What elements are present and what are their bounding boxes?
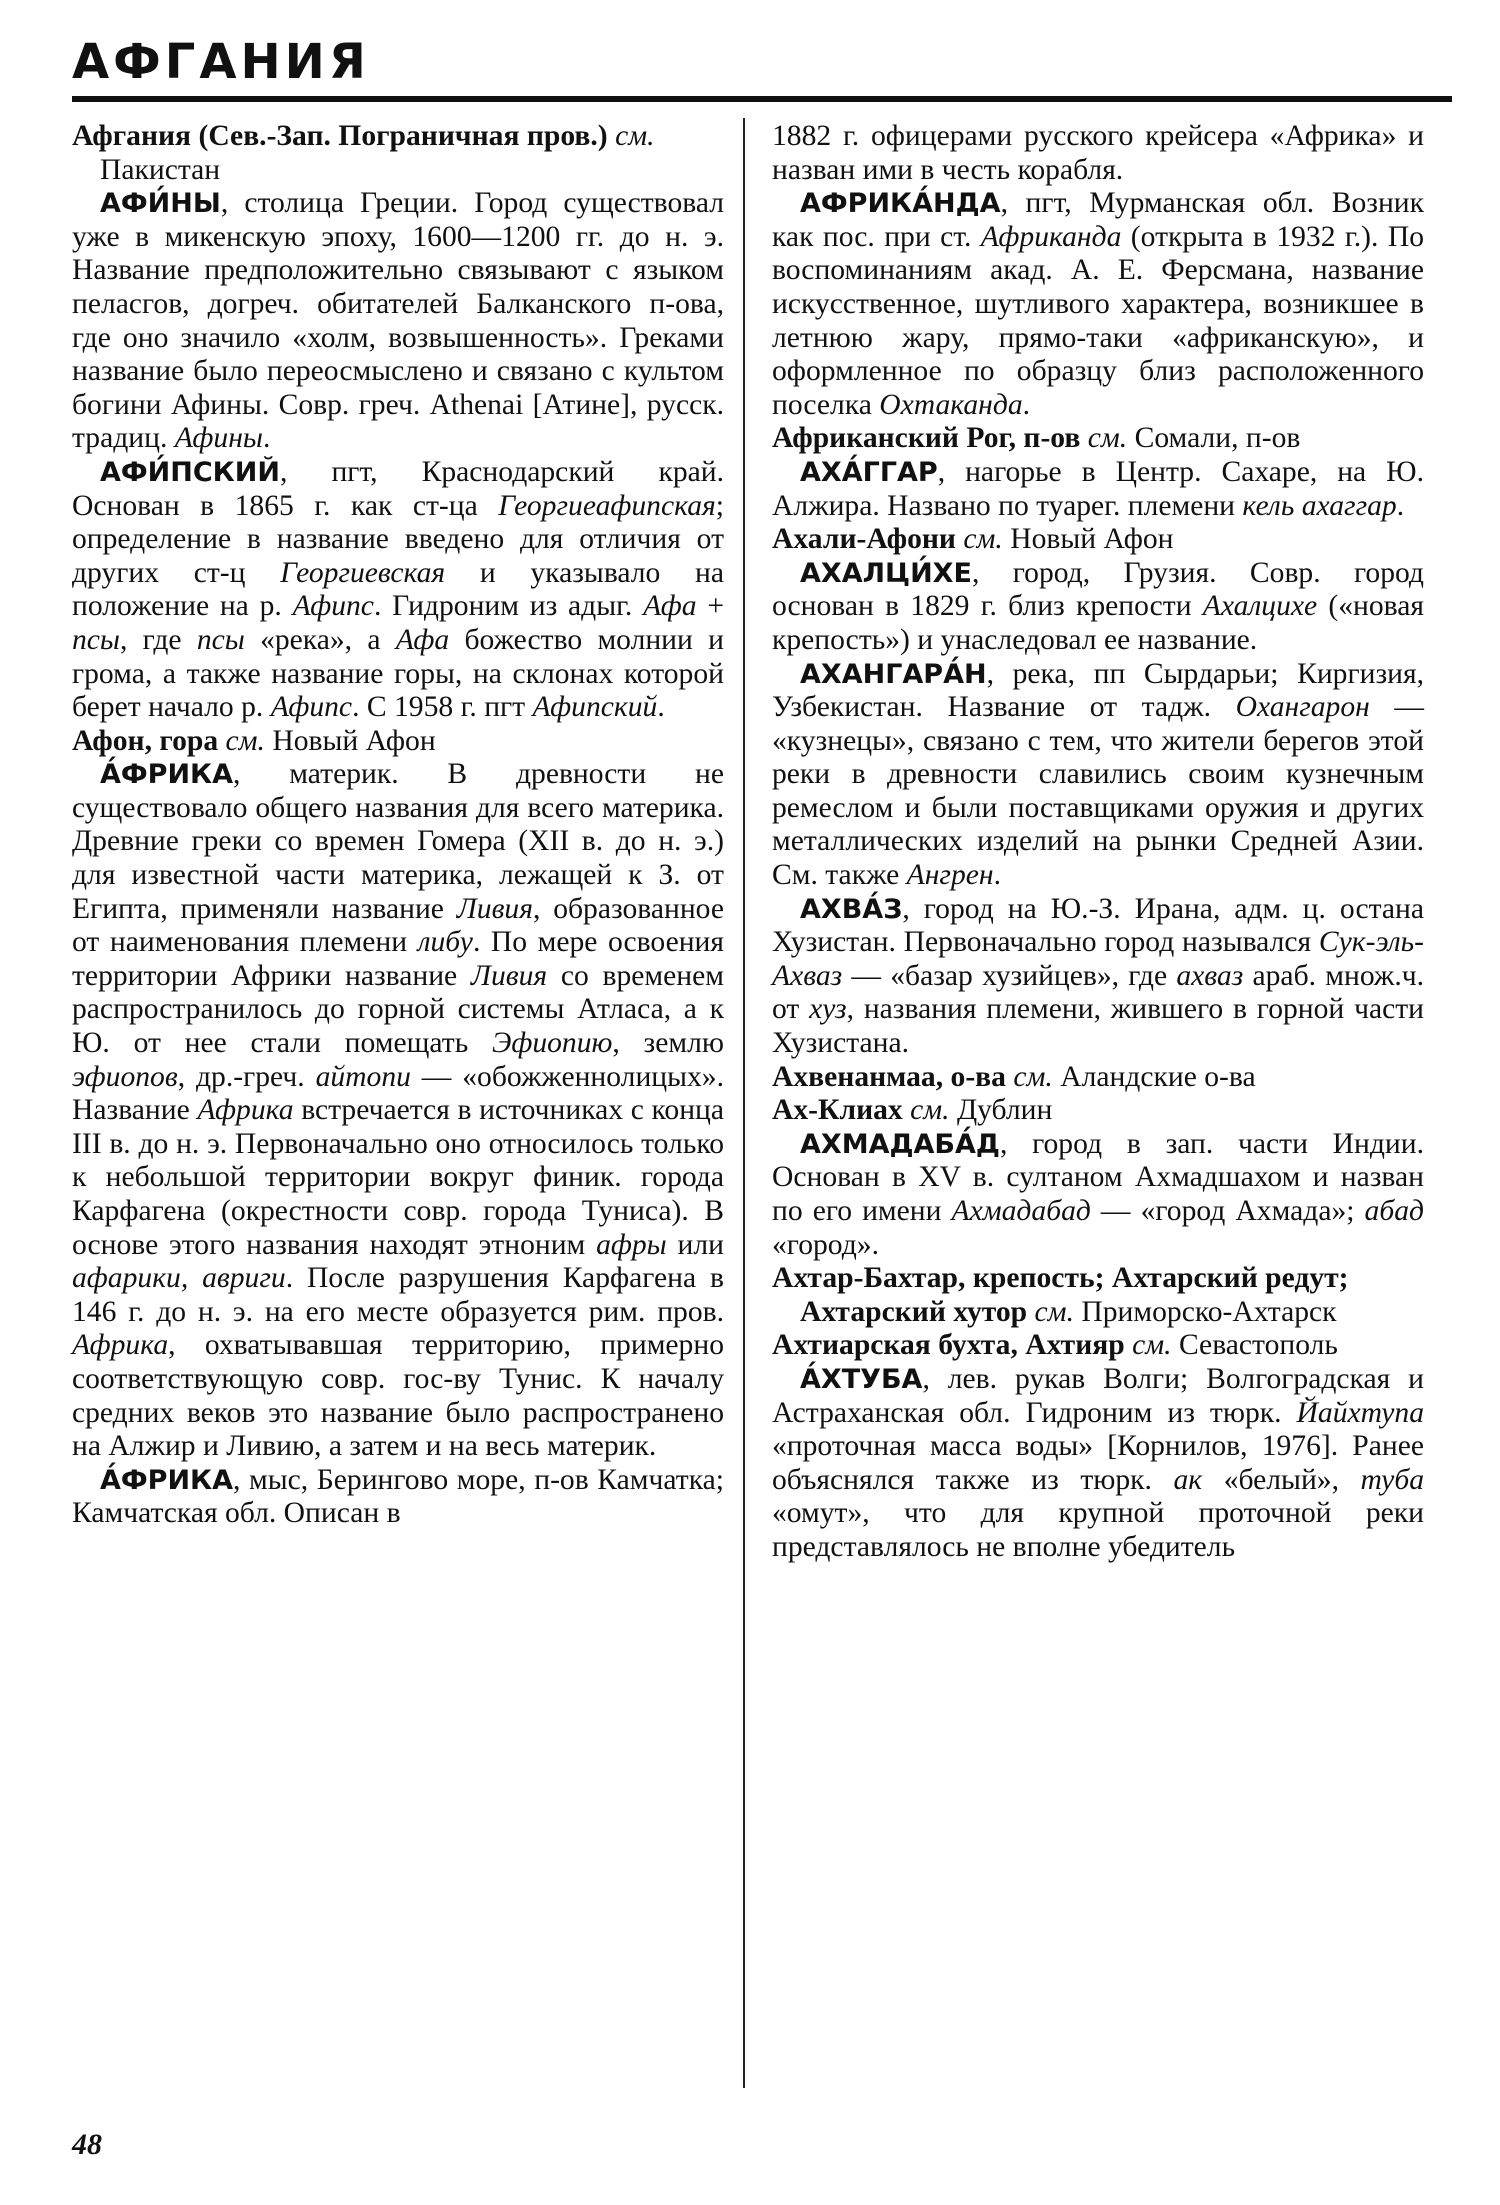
dictionary-entry: АФИ́ПСКИЙ, пгт, Краснодарский край. Основан в 1865 г. как ст-ца Георгиеафипская; определение в название введено для отличия от других ст-ц Георгиевская и указывало на положение на р. Афипс. Гидроним из адыг. Афа + псы, где псы «река», а Афа божество молнии и грома, а также название горы, на склонах которой берет начало р. Афипс. С 1958 г. пгт Афипский. bbox=[72, 455, 725, 724]
cross-reference-entry: Ахали-Афони см. Новый Афон bbox=[772, 523, 1174, 556]
cross-reference-entry: Ах-Клиах см. Дублин bbox=[772, 1094, 1053, 1127]
left-column bbox=[72, 120, 724, 1531]
dictionary-entry: А́ФРИКА, мыс, Берингово море, п-ов Камчатка; Камчатская обл. Описан в bbox=[72, 1463, 724, 1530]
header-rule bbox=[72, 96, 1452, 102]
page-number: 48 bbox=[72, 2128, 102, 2161]
cross-reference-entry: Афон, гора см. Новый Афон bbox=[72, 724, 436, 757]
entry-headword: А́ФРИКА bbox=[100, 1464, 234, 1496]
dictionary-entry: АФИ́НЫ, столица Греции. Город существовал уже в микенскую эпоху, 1600—1200 гг. до н. э. Название предположительно связывают с языком пеласгов, догреч. обитателей Балканского п-ова, где оно значило «холм, возвышенность». Греками название было переосмыслено и связано с культом богини Афины. Совр. греч. Athenai [Атине], русск. традиц. Афины. bbox=[72, 187, 724, 455]
dictionary-entry: АФРИКА́НДА, пгт, Мурманская обл. Возник как пос. при ст. Африканда (открыта в 1932 г.). По воспоминаниям акад. А. Е. Ферсмана, название искусственное, шутливого характера, возникшее в летнюю жару, прямо-таки «африканскую», и оформленное по образцу близ расположенного поселка Охтаканда. bbox=[772, 187, 1424, 421]
dictionary-entry: АХА́ГГАР, нагорье в Центр. Сахаре, на Ю. Алжира. Названо по туарег. племени кель ахаггар. bbox=[772, 455, 1424, 522]
dictionary-entry: АХМАДАБА́Д, город в зап. части Индии. Основан в XV в. султаном Ахмадшахом и назван по его имени Ахмадабад — «город Ахмада»; абад «город». bbox=[772, 1127, 1424, 1261]
column-divider bbox=[743, 118, 745, 2088]
entry-headword: А́ФРИКА bbox=[100, 759, 234, 791]
cross-reference-entry: Ахтар-Бахтар, крепость; Ахтарский редут; Ахтарский хутор см. Приморско-Ахтарск bbox=[772, 1262, 1349, 1328]
running-head: АФГАНИЯ bbox=[72, 34, 370, 90]
dictionary-entry: АХАНГАРА́Н, река, пп Сырдарьи; Киргизия, Узбекистан. Название от тадж. Охангарон — «кузнецы», связано с тем, что жители берегов этой реки в древности славились своим кузнечным ремеслом и были поставщиками оружия и других металлических изделий на рынки Средней Азии. См. также Ангрен. bbox=[772, 657, 1424, 892]
entry-headword: АХМАДАБА́Д bbox=[800, 1128, 1000, 1160]
dictionary-entry: А́ФРИКА, материк. В древности не существовало общего названия для всего материка. Древние греки со времен Гомера (XII в. до н. э.) для известной части материка, лежащей к З. от Египта, применяли название Ливия, образованное от наименования племени либу. По мере освоения территории Африки название Ливия со временем распространилось до горной системы Атласа, а к Ю. от нее стали помещать Эфиопию, землю эфиопов, др.-греч. айтопи — «обожженнолицых». Название Африка встречается в источниках с конца III в. до н. э. Первоначально оно относилось только к небольшой территории вокруг финик. города Карфагена (окрестности совр. города Туниса). В основе этого названия находят этноним афры или афарики, авриги. После разрушения Карфагена в 146 г. до н. э. на его месте образуется рим. пров. Африка, охватывавшая территорию, примерно соответствующую совр. гос-ву Тунис. К началу средних веков это название было распространено на Алжир и Ливию, а затем и на весь материк. bbox=[72, 758, 725, 1463]
cross-reference-entry: Ахвенанмаа, о-ва см. Аландские о-ва bbox=[772, 1060, 1256, 1093]
entry-headword: АФРИКА́НДА bbox=[800, 188, 1001, 220]
cross-reference-entry: Ахтиарская бухта, Ахтияр см. Севастополь bbox=[772, 1329, 1338, 1362]
right-column bbox=[772, 120, 1424, 1565]
entry-headword: АФИ́ПСКИЙ bbox=[100, 456, 280, 488]
entry-headword: АФИ́НЫ bbox=[100, 188, 221, 220]
cross-reference-entry: Афгания (Сев.-Зап. Пограничная пров.) см. Пакистан bbox=[72, 120, 655, 186]
entry-headword: АХАНГАРА́Н bbox=[800, 658, 987, 690]
dictionary-entry: АХАЛЦИ́ХЕ, город, Грузия. Совр. город основан в 1829 г. близ крепости Ахалцихе («новая крепость») и унаследовал ее название. bbox=[772, 556, 1424, 656]
entry-headword: АХВА́З bbox=[800, 893, 903, 925]
entry-continuation: 1882 г. офицерами русского крейсера «Африка» и назван ими в честь корабля. bbox=[772, 120, 1424, 186]
dictionary-entry: А́ХТУБА, лев. рукав Волги; Волгоградская и Астраханская обл. Гидроним из тюрк. Йайхтупа «проточная масса воды» [Корнилов, 1976]. Ранее объяснялся также из тюрк. ак «белый», туба «омут», что для крупной проточной реки представлялось не вполне убедитель bbox=[772, 1362, 1424, 1563]
cross-reference-entry: Африканский Рог, п-ов см. Сомали, п-ов bbox=[772, 422, 1301, 455]
dictionary-entry: АХВА́З, город на Ю.-З. Ирана, адм. ц. остана Хузистан. Первоначально город назывался Сук-эль-Ахваз — «базар хузийцев», где ахваз араб. множ.ч. от хуз, названия племени, жившего в горной части Хузистана. bbox=[772, 892, 1425, 1060]
entry-headword: АХА́ГГАР bbox=[800, 456, 938, 488]
entry-headword: АХАЛЦИ́ХЕ bbox=[800, 557, 972, 589]
entry-headword: А́ХТУБА bbox=[800, 1363, 923, 1395]
